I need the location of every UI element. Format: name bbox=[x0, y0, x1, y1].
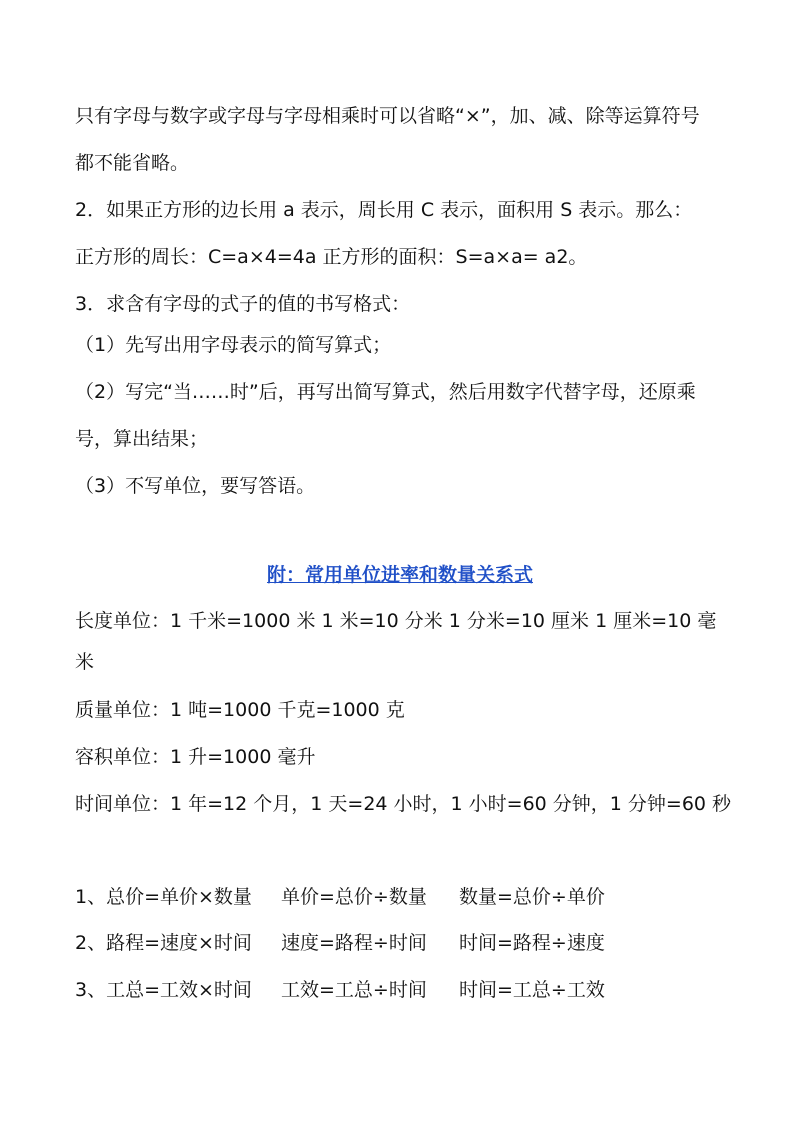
item3-title: 3．求含有字母的式子的值的书写格式： bbox=[75, 293, 411, 315]
formula-work-time: 时间=工总÷工效 bbox=[459, 979, 605, 1001]
formula-time: 时间=路程÷速度 bbox=[459, 932, 605, 954]
volume-units: 容积单位：1 升=1000 毫升 bbox=[75, 746, 316, 768]
formula-total-price: 1、总价=单价×数量 bbox=[75, 886, 252, 908]
length-units-line-2: 米 bbox=[75, 651, 95, 673]
step-2-line-1: （2）写完“当……时”后，再写出简写算式，然后用数字代替字母，还原乘 bbox=[75, 381, 696, 403]
step-3: （3）不写单位，要写答语。 bbox=[75, 475, 316, 497]
length-units-line-1: 长度单位：1 千米=1000 米 1 米=10 分米 1 分米=10 厘米 1 厘米=10 毫 bbox=[75, 610, 717, 632]
formula-quantity: 数量=总价÷单价 bbox=[459, 886, 605, 908]
formula-efficiency: 工效=工总÷时间 bbox=[281, 979, 427, 1001]
rule-line-1: 只有字母与数字或字母与字母相乘时可以省略“×”，加、减、除等运算符号 bbox=[75, 105, 700, 127]
formula-total-work: 3、工总=工效×时间 bbox=[75, 979, 252, 1001]
item2-line-2: 正方形的周长：C=a×4=4a 正方形的面积：S=a×a= a2。 bbox=[75, 246, 588, 268]
appendix-title: 附：常用单位进率和数量关系式 bbox=[266, 564, 533, 586]
step-2-line-2: 号，算出结果； bbox=[75, 428, 209, 450]
item2-line-1: 2．如果正方形的边长用 a 表示，周长用 C 表示，面积用 S 表示。那么： bbox=[75, 199, 693, 221]
formula-unit-price: 单价=总价÷数量 bbox=[281, 886, 427, 908]
mass-units: 质量单位：1 吨=1000 千克=1000 克 bbox=[75, 699, 405, 721]
step-1: （1）先写出用字母表示的简写算式； bbox=[75, 334, 392, 356]
formula-distance: 2、路程=速度×时间 bbox=[75, 932, 252, 954]
time-units: 时间单位：1 年=12 个月，1 天=24 小时，1 小时=60 分钟，1 分钟=60 秒 bbox=[75, 793, 732, 815]
formula-speed: 速度=路程÷时间 bbox=[281, 932, 427, 954]
rule-line-2: 都不能省略。 bbox=[75, 152, 190, 174]
